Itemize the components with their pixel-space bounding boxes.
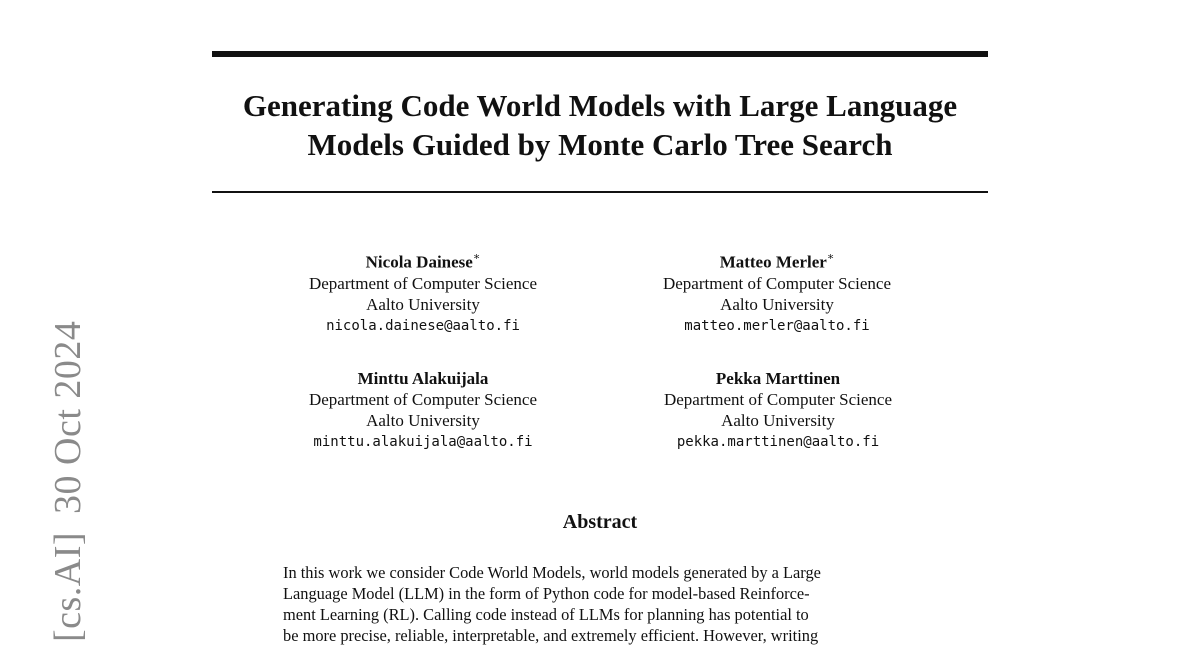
equal-contribution-mark: ∗ (472, 251, 481, 263)
abstract-line: In this work we consider Code World Models, world models generated by a Large (283, 563, 821, 582)
title-line-2: Models Guided by Monte Carlo Tree Search (307, 127, 893, 162)
author-name: Matteo Merler∗ (719, 251, 835, 272)
author-email[interactable]: matteo.merler@aalto.fi (684, 317, 870, 334)
author-university: Aalto University (720, 294, 834, 314)
title-line-1: Generating Code World Models with Large Language (242, 88, 958, 123)
author-name: Minttu Alakuijala (357, 369, 489, 388)
author-block (618, 368, 938, 454)
author-email[interactable]: nicola.dainese@aalto.fi (326, 317, 520, 334)
equal-contribution-mark: ∗ (826, 251, 835, 263)
author-department: Department of Computer Science (308, 390, 537, 409)
abstract-line: ment Learning (RL). Calling code instead of LLMs for planning has potential to (283, 605, 809, 624)
author-department: Department of Computer Science (308, 273, 537, 293)
author-name: Pekka Marttinen (715, 369, 841, 388)
author-block (263, 368, 583, 454)
abstract-body (283, 562, 923, 646)
arxiv-stamp (48, 321, 88, 642)
arxiv-category: [cs.AI] (47, 531, 89, 642)
author-email[interactable]: pekka.marttinen@aalto.fi (676, 434, 880, 450)
author-block (263, 248, 583, 338)
title-bottom-rule (212, 191, 988, 193)
abstract-heading: Abstract (562, 511, 638, 533)
abstract-line: be more precise, reliable, interpretable, and extremely efficient. However, writing (283, 626, 819, 645)
abstract-line: Language Model (LLM) in the form of Python code for model-based Reinforce- (283, 584, 810, 603)
author-department: Department of Computer Science (663, 390, 892, 409)
author-block (617, 248, 937, 338)
paper-title (212, 86, 988, 164)
author-university: Aalto University (366, 411, 480, 430)
author-department: Department of Computer Science (662, 273, 891, 293)
arxiv-date: 30 Oct 2024 (47, 320, 89, 514)
author-name: Nicola Dainese∗ (365, 251, 481, 272)
author-university: Aalto University (721, 411, 835, 430)
title-top-rule (212, 51, 988, 57)
author-university: Aalto University (366, 294, 480, 314)
author-email[interactable]: minttu.alakuijala@aalto.fi (313, 434, 533, 450)
